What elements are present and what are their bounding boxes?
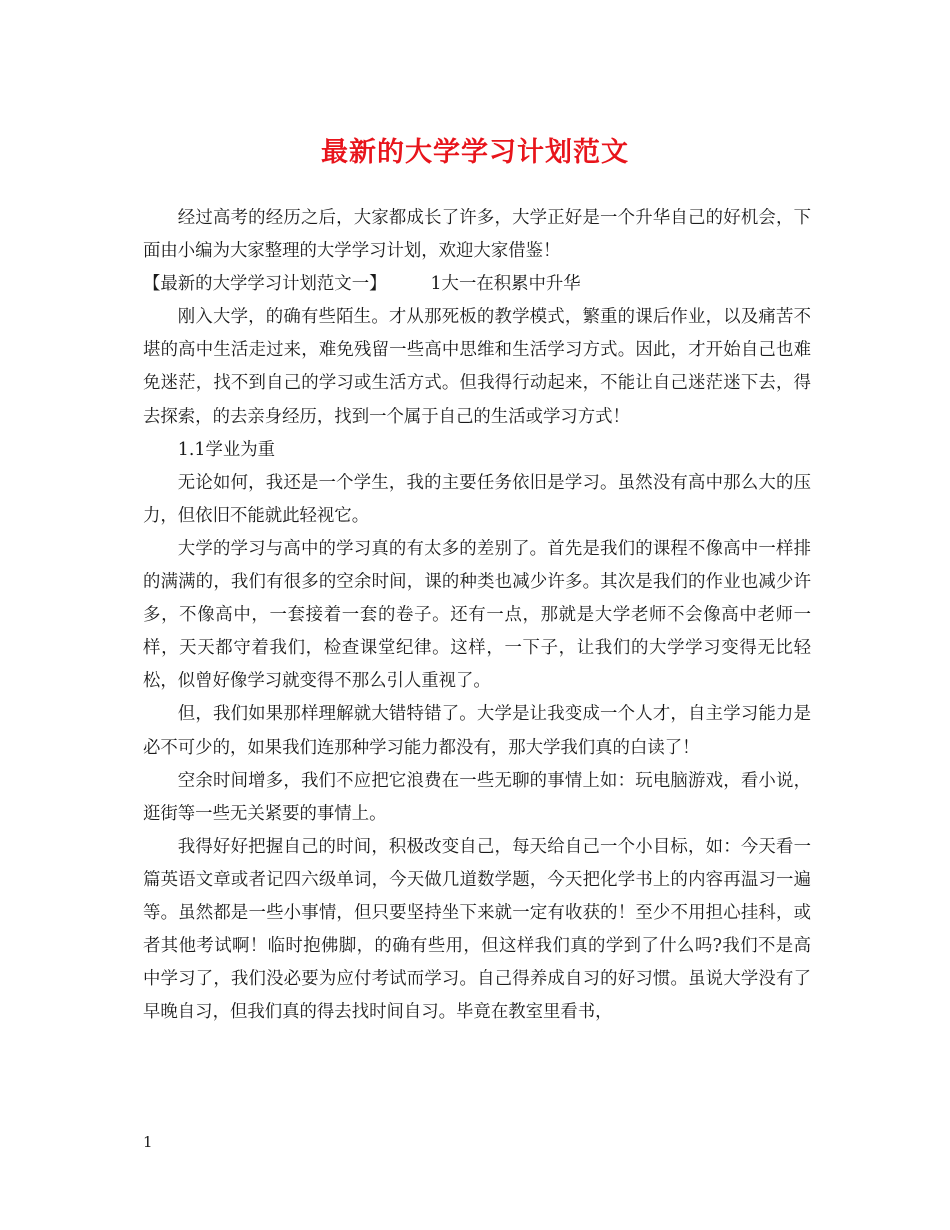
- section-subheading: 1大一在积累中升华: [430, 274, 581, 295]
- section-heading: 【最新的大学学习计划范文一】: [143, 274, 387, 295]
- body-paragraph: 无论如何，我还是一个学生，我的主要任务依旧是学习。虽然没有高中那么大的压力，但依旧不能就此轻视它。: [143, 472, 811, 526]
- body-paragraph: 但，我们如果那样理解就大错特错了。大学是让我变成一个人才，自主学习能力是必不可少的，如果我们连那种学习能力都没有，那大学我们真的白读了！: [143, 704, 811, 758]
- body-paragraph: 我得好好把握自己的时间，积极改变自己，每天给自己一个小目标，如：今天看一篇英语文章或者记四六级单词，今天做几道数学题，今天把化学书上的内容再温习一遍等。虽然都是一些小事情，但只要坚持坐下来就一定有收获的！至少不用担心挂科，或者其他考试啊！临时抱佛脚，的确有些用，但这样我们真的学到了什么吗?我们不是高中学习了，我们没必要为应付考试而学习。自己得养成自习的好习惯。虽说大学没有了早晚自习，但我们真的得去找时间自习。毕竟在教室里看书，: [143, 836, 811, 1023]
- document-body: [143, 202, 811, 1029]
- subsection-heading: 1.1学业为重: [177, 439, 276, 460]
- section-heading-line: [143, 268, 811, 301]
- body-paragraph: 空余时间增多，我们不应把它浪费在一些无聊的事情上如：玩电脑游戏，看小说，逛街等一些无关紧要的事情上。: [143, 770, 811, 824]
- document-title: 最新的大学学习计划范文: [321, 137, 629, 168]
- body-paragraph: 大学的学习与高中的学习真的有太多的差别了。首先是我们的课程不像高中一样排的满满的，我们有很多的空余时间，课的种类也减少许多。其次是我们的作业也减少许多，不像高中，一套接着一套的卷子。还有一点，那就是大学老师不会像高中老师一样，天天都守着我们，检查课堂纪律。这样，一下子，让我们的大学学习变得无比轻松，似曾好像学习就变得不那么引人重视了。: [143, 538, 811, 692]
- body-paragraph: 刚入大学，的确有些陌生。才从那死板的教学模式，繁重的课后作业，以及痛苦不堪的高中生活走过来，难免残留一些高中思维和生活学习方式。因此，才开始自己也难免迷茫，找不到自己的学习或生活方式。但我得行动起来，不能让自己迷茫迷下去，得去探索，的去亲身经历，找到一个属于自己的生活或学习方式！: [143, 307, 811, 427]
- page-number: 1: [143, 1133, 153, 1151]
- intro-paragraph: 经过高考的经历之后，大家都成长了许多，大学正好是一个升华自己的好机会，下面由小编为大家整理的大学学习计划，欢迎大家借鉴！: [143, 208, 811, 262]
